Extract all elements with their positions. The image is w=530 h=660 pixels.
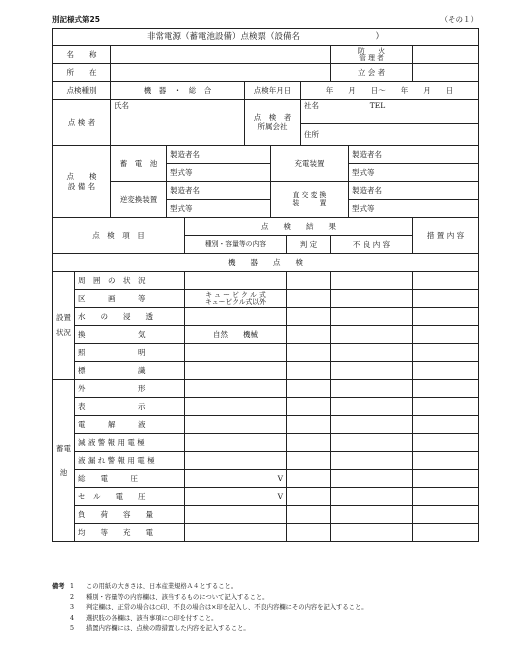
defect-header: 不 良 内 容 (331, 236, 413, 254)
item-defect[interactable] (331, 398, 413, 416)
item-defect[interactable] (331, 488, 413, 506)
address-label: 所 在 (53, 64, 111, 82)
remark-number: 4 (70, 614, 75, 622)
item-label: 均 等 充 電 (75, 524, 185, 542)
item-content[interactable] (185, 434, 287, 452)
item-judgement[interactable] (287, 488, 331, 506)
item-label: 換 気 (75, 326, 185, 344)
form-header (52, 14, 478, 28)
battery-model-label: 型式等 (170, 167, 193, 177)
item-content[interactable] (185, 380, 287, 398)
item-judgement[interactable] (287, 452, 331, 470)
company-name-label: 社名 (304, 101, 319, 110)
equipment-inspection-section: 機 器 点 検 (53, 254, 479, 272)
item-judgement[interactable] (287, 290, 331, 308)
table-row (53, 344, 479, 362)
charger-model-label: 型式等 (352, 167, 375, 177)
page-indicator: （その１） (440, 15, 478, 24)
item-defect[interactable] (331, 470, 413, 488)
dc-ac-model-label: 型式等 (352, 203, 375, 213)
item-content[interactable]: キ ュ ー ビ ク ル 式 キュービクル式以外 (185, 290, 287, 308)
table-row (53, 362, 479, 380)
remark-text: 措置内容欄には、点検の際措置した内容を記入すること。 (86, 625, 250, 632)
inspection-table (52, 28, 479, 542)
item-defect[interactable] (331, 416, 413, 434)
form-number: 別記様式第25 (52, 15, 100, 24)
item-content[interactable] (185, 416, 287, 434)
company-name-field[interactable] (301, 100, 479, 124)
inspector-label: 点 検 者 (53, 100, 111, 146)
inverter-model-field[interactable] (167, 200, 271, 218)
item-content[interactable] (185, 506, 287, 524)
item-action[interactable] (413, 524, 479, 542)
item-label: 周 囲 の 状 況 (75, 272, 185, 290)
item-defect[interactable] (331, 272, 413, 290)
table-row (53, 290, 479, 308)
remark-number: 1 (70, 583, 75, 590)
table-row (53, 398, 479, 416)
item-content[interactable] (185, 272, 287, 290)
remark-number: 3 (70, 604, 75, 611)
item-content-cell-voltage[interactable]: V (185, 488, 287, 506)
tel-label: TEL (369, 101, 386, 110)
item-content[interactable] (185, 308, 287, 326)
item-action[interactable] (413, 506, 479, 524)
item-label: 表 示 (75, 398, 185, 416)
item-label: 減 液 警 報 用 電 極 (75, 434, 185, 452)
title-text: 非常電源（蓄電池設備）点検票（設備名 (147, 31, 301, 42)
item-label: 電 解 液 (75, 416, 185, 434)
item-defect[interactable] (331, 326, 413, 344)
remarks-section (52, 582, 482, 635)
item-action[interactable] (413, 416, 479, 434)
item-action[interactable] (413, 326, 479, 344)
item-defect[interactable] (331, 524, 413, 542)
inspector-company-label: 点 検 者 所属会社 (245, 100, 301, 146)
battery-maker-field[interactable] (167, 146, 271, 164)
item-action[interactable] (413, 362, 479, 380)
item-action[interactable] (413, 452, 479, 470)
item-judgement[interactable] (287, 308, 331, 326)
remark-number: 2 (70, 593, 75, 601)
charger-label: 充電装置 (271, 146, 349, 182)
item-action[interactable] (413, 344, 479, 362)
remark-item (52, 624, 482, 635)
fire-manager-input[interactable] (413, 46, 479, 64)
item-defect[interactable] (331, 308, 413, 326)
inspection-date-label: 点検年月日 (245, 82, 301, 100)
remark-number: 5 (70, 625, 75, 632)
item-judgement[interactable] (287, 380, 331, 398)
item-action[interactable] (413, 290, 479, 308)
table-row (53, 452, 479, 470)
company-address-label: 住所 (304, 129, 319, 139)
item-content[interactable] (185, 524, 287, 542)
judgement-header: 判 定 (287, 236, 331, 254)
witness-label: 立 会 者 (331, 64, 413, 82)
inspection-type-options[interactable]: 機 器 ・ 総 合 (111, 82, 245, 100)
remark-item (52, 603, 482, 614)
battery-maker-label: 製造者名 (170, 149, 200, 159)
equipment-label: 点 検 設 備 名 (53, 146, 111, 218)
group-label-battery: 蓄電池 (53, 380, 75, 542)
inverter-model-label: 型式等 (170, 203, 193, 213)
dc-ac-maker-label: 製造者名 (352, 185, 382, 195)
title-close: ） (375, 31, 384, 42)
item-defect[interactable] (331, 452, 413, 470)
charger-maker-label: 製造者名 (352, 149, 382, 159)
item-action[interactable] (413, 380, 479, 398)
inspection-type-label: 点検種別 (53, 82, 111, 100)
remark-item (52, 593, 482, 604)
item-content[interactable] (185, 398, 287, 416)
item-label: 標 識 (75, 362, 185, 380)
dc-ac-model-field[interactable] (349, 200, 479, 218)
remark-text: この用紙の大きさは、日本産業規格Ａ４とすること。 (86, 583, 238, 590)
item-judgement[interactable] (287, 416, 331, 434)
item-defect[interactable] (331, 344, 413, 362)
item-label: 総 電 圧 (75, 470, 185, 488)
inspection-item-header: 点 検 項 目 (53, 218, 185, 254)
item-action[interactable] (413, 398, 479, 416)
item-label: 水 の 浸 透 (75, 308, 185, 326)
inverter-maker-label: 製造者名 (170, 185, 200, 195)
table-row (53, 326, 479, 344)
inspector-name-field[interactable] (111, 100, 245, 146)
item-judgement[interactable] (287, 506, 331, 524)
item-label: 液 漏 れ 警 報 用 電 極 (75, 452, 185, 470)
dc-ac-converter-label: 直 交 変 換 装 置 (271, 182, 349, 218)
item-judgement[interactable] (287, 326, 331, 344)
item-judgement[interactable] (287, 434, 331, 452)
item-action[interactable] (413, 272, 479, 290)
table-row (53, 488, 479, 506)
item-content-total-voltage[interactable]: V (185, 470, 287, 488)
table-row (53, 416, 479, 434)
item-content[interactable] (185, 362, 287, 380)
item-judgement[interactable] (287, 272, 331, 290)
item-judgement[interactable] (287, 344, 331, 362)
inspector-name-label: 氏名 (114, 101, 129, 110)
item-action[interactable] (413, 434, 479, 452)
item-judgement[interactable] (287, 398, 331, 416)
item-label: 区 画 等 (75, 290, 185, 308)
table-row (53, 380, 479, 398)
name-label: 名 称 (53, 46, 111, 64)
group-label-installation: 設置状況 (53, 272, 75, 380)
item-judgement[interactable] (287, 524, 331, 542)
item-defect[interactable] (331, 506, 413, 524)
inverter-maker-field[interactable] (167, 182, 271, 200)
item-action[interactable] (413, 308, 479, 326)
item-label: セ ル 電 圧 (75, 488, 185, 506)
inverter-label: 逆変換装置 (111, 182, 167, 218)
item-content[interactable] (185, 452, 287, 470)
company-address-field[interactable] (301, 124, 479, 146)
item-defect[interactable] (331, 362, 413, 380)
remarks-label: 備考 (52, 583, 65, 590)
item-defect[interactable] (331, 434, 413, 452)
type-capacity-header: 種別・容量等の内容 (185, 236, 287, 254)
table-row (53, 470, 479, 488)
remark-item (52, 614, 482, 625)
address-input[interactable] (111, 64, 331, 82)
remark-text: 判定欄は、正常の場合は○印、不良の場合は×印を記入し、不良内容欄にその内容を記入すること。 (86, 604, 368, 611)
action-header: 措 置 内 容 (413, 218, 479, 254)
table-row (53, 434, 479, 452)
item-label: 照 明 (75, 344, 185, 362)
remark-text: 種別・容量等の内容欄は、該当するものについて記入すること。 (86, 593, 269, 601)
item-content[interactable] (185, 344, 287, 362)
table-row (53, 272, 479, 290)
inspection-date-input[interactable]: 年 月 日～ 年 月 日 (301, 82, 479, 100)
item-content[interactable]: 自然 機械 (185, 326, 287, 344)
item-judgement[interactable] (287, 362, 331, 380)
table-row (53, 308, 479, 326)
item-label: 外 形 (75, 380, 185, 398)
remark-text: 選択肢の各欄は、該当事項に○印を付すこと。 (86, 614, 218, 622)
item-action[interactable] (413, 488, 479, 506)
dc-ac-maker-field[interactable] (349, 182, 479, 200)
table-row (53, 506, 479, 524)
battery-label: 蓄 電 池 (111, 146, 167, 182)
charger-maker-field[interactable] (349, 146, 479, 164)
item-action[interactable] (413, 470, 479, 488)
item-label: 負 荷 容 量 (75, 506, 185, 524)
battery-model-field[interactable] (167, 164, 271, 182)
witness-input[interactable] (413, 64, 479, 82)
form-title (53, 29, 479, 46)
name-input[interactable] (111, 46, 331, 64)
item-defect[interactable] (331, 380, 413, 398)
table-row (53, 524, 479, 542)
item-defect[interactable] (331, 290, 413, 308)
charger-model-field[interactable] (349, 164, 479, 182)
inspection-result-header: 点 検 結 果 (185, 218, 413, 236)
remark-item (52, 582, 482, 593)
form-table-wrapper (52, 28, 478, 542)
fire-manager-label: 防 火 管 理 者 (331, 46, 413, 64)
item-judgement[interactable] (287, 470, 331, 488)
